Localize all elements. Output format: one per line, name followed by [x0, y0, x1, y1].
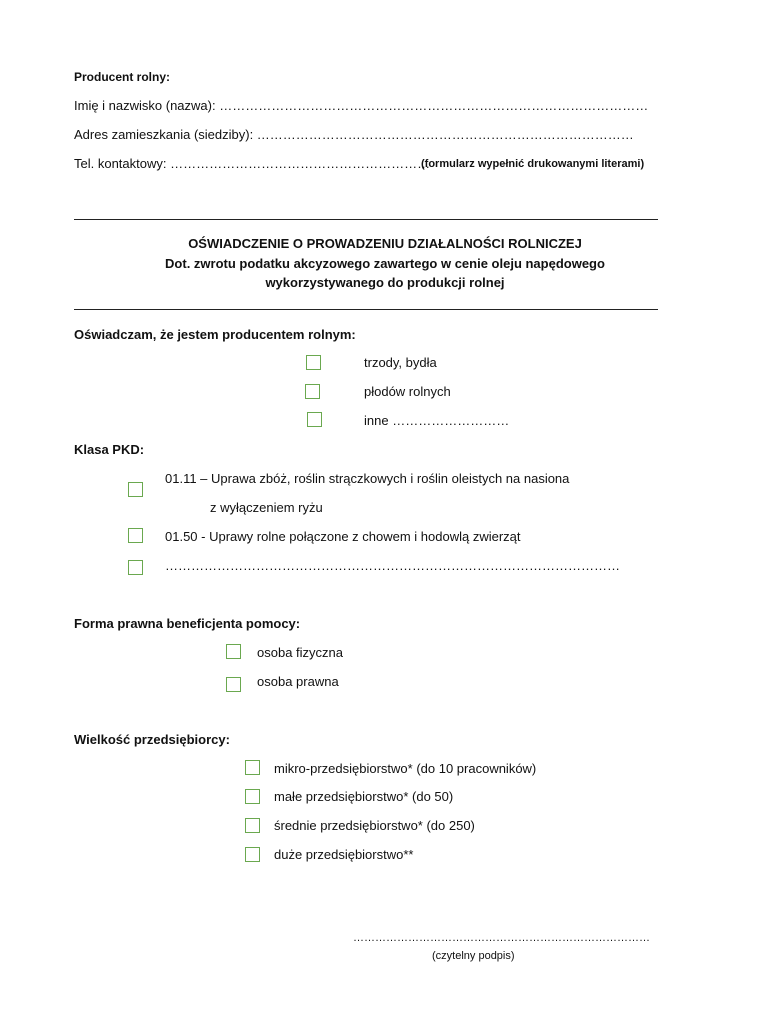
pkd-option-0150: 01.50 - Uprawy rolne połączone z chowem i hodowlą zwierząt	[165, 529, 521, 544]
checkbox-large[interactable]	[245, 847, 260, 862]
option-micro: mikro-przedsiębiorstwo* (do 10 pracowników)	[274, 761, 537, 776]
checkbox-other[interactable]	[307, 412, 322, 427]
checkbox-livestock[interactable]	[306, 355, 321, 370]
signature-label: (czytelny podpis)	[432, 950, 515, 962]
top-divider	[74, 219, 658, 220]
option-crops: płodów rolnych	[364, 384, 451, 399]
declaration-heading: Oświadczam, że jestem producentem rolnym:	[74, 327, 356, 342]
name-field-line[interactable]: Imię i nazwisko (nazwa): ………………………………………………………………………………………	[74, 98, 649, 113]
option-small: małe przedsiębiorstwo* (do 50)	[274, 789, 454, 804]
option-other: inne ………………………	[364, 413, 510, 428]
checkbox-crops[interactable]	[305, 384, 320, 399]
option-natural-person: osoba fizyczna	[257, 645, 343, 660]
checkbox-pkd-other[interactable]	[128, 560, 143, 575]
address-field-line[interactable]: Adres zamieszkania (siedziby): ……………………………………………………………………………	[74, 127, 634, 142]
legal-form-heading: Forma prawna beneficjenta pomocy:	[74, 616, 301, 631]
pkd-option-0111-cont: z wyłączeniem ryżu	[210, 500, 323, 515]
signature-line[interactable]: ………………………………………………………………………	[353, 932, 650, 944]
document-subtitle-line2: wykorzystywanego do produkcji rolnej	[265, 275, 505, 290]
checkbox-pkd-0111[interactable]	[128, 482, 143, 497]
bottom-divider	[74, 309, 658, 310]
checkbox-small[interactable]	[245, 789, 260, 804]
option-livestock: trzody, bydła	[364, 355, 437, 370]
document-subtitle-line1: Dot. zwrotu podatku akcyzowego zawartego w cenie oleju napędowego	[165, 256, 605, 271]
checkbox-legal-person[interactable]	[226, 677, 241, 692]
phone-field-line[interactable]: Tel. kontaktowy: ……………………………………………………	[74, 156, 431, 171]
pkd-option-0111: 01.11 – Uprawa zbóż, roślin strączkowych i roślin oleistych na nasiona	[165, 471, 570, 486]
checkbox-micro[interactable]	[245, 760, 260, 775]
pkd-option-other[interactable]: ……………………………………………………………………………………………	[165, 558, 620, 573]
pkd-heading: Klasa PKD:	[74, 442, 145, 457]
checkbox-medium[interactable]	[245, 818, 260, 833]
fill-note: (formularz wypełnić drukowanymi literami)	[421, 158, 645, 170]
option-large: duże przedsiębiorstwo**	[274, 847, 414, 862]
checkbox-natural-person[interactable]	[226, 644, 241, 659]
producer-label: Producent rolny:	[74, 70, 171, 84]
option-legal-person: osoba prawna	[257, 674, 339, 689]
option-medium: średnie przedsiębiorstwo* (do 250)	[274, 818, 475, 833]
checkbox-pkd-0150[interactable]	[128, 528, 143, 543]
document-title: OŚWIADCZENIE O PROWADZENIU DZIAŁALNOŚCI ROLNICZEJ	[188, 236, 582, 251]
size-heading: Wielkość przedsiębiorcy:	[74, 732, 230, 747]
